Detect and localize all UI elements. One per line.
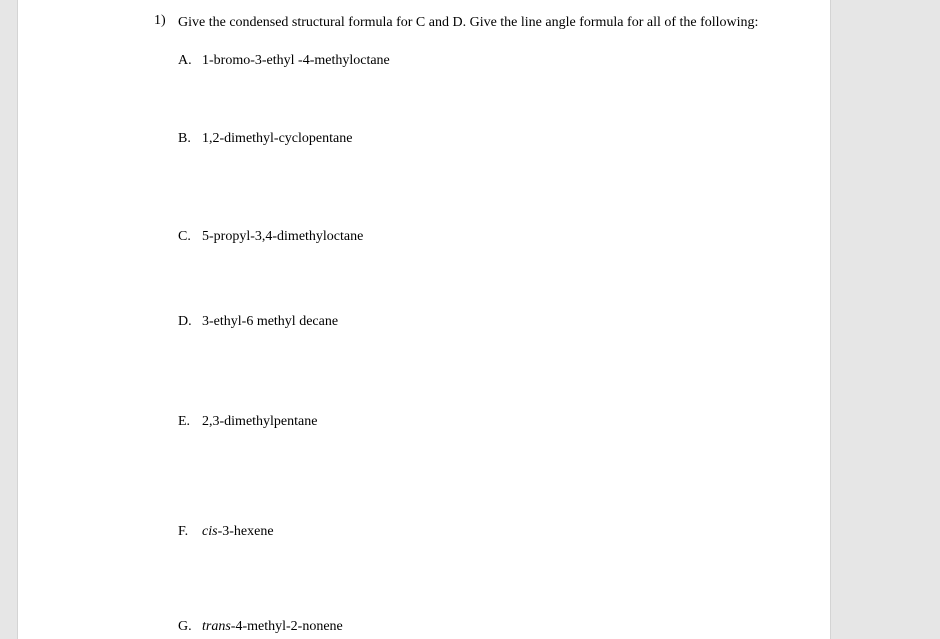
- list-item: [178, 414, 317, 430]
- item-name: 2,3-dimethylpentane: [202, 414, 318, 429]
- item-prefix: cis: [202, 524, 218, 539]
- question-number: 1): [154, 13, 166, 28]
- item-prefix: trans: [202, 619, 231, 634]
- item-letter: C.: [178, 229, 191, 244]
- item-name: 1-bromo-3-ethyl -4-methyloctane: [202, 53, 390, 68]
- item-letter: D.: [178, 314, 192, 329]
- item-letter: A.: [178, 53, 192, 68]
- list-item: [178, 314, 338, 330]
- item-name: -4-methyl-2-nonene: [230, 619, 343, 634]
- item-letter: E.: [178, 414, 191, 429]
- question-text: Give the condensed structural formula for C and D. Give the line angle formula for all of the following:: [178, 15, 759, 30]
- list-item: [178, 53, 390, 69]
- document-page: [17, 0, 831, 639]
- item-name: 5-propyl-3,4-dimethyloctane: [202, 229, 364, 244]
- item-name: 3-ethyl-6 methyl decane: [202, 314, 339, 329]
- item-letter: B.: [178, 131, 191, 146]
- list-item: [178, 229, 363, 245]
- item-letter: F.: [178, 524, 189, 539]
- item-name: 1,2-dimethyl-cyclopentane: [202, 131, 353, 146]
- list-item: [178, 524, 274, 540]
- item-letter: G.: [178, 619, 192, 634]
- list-item: [178, 619, 343, 635]
- item-name: -3-hexene: [217, 524, 274, 539]
- list-item: [178, 131, 352, 147]
